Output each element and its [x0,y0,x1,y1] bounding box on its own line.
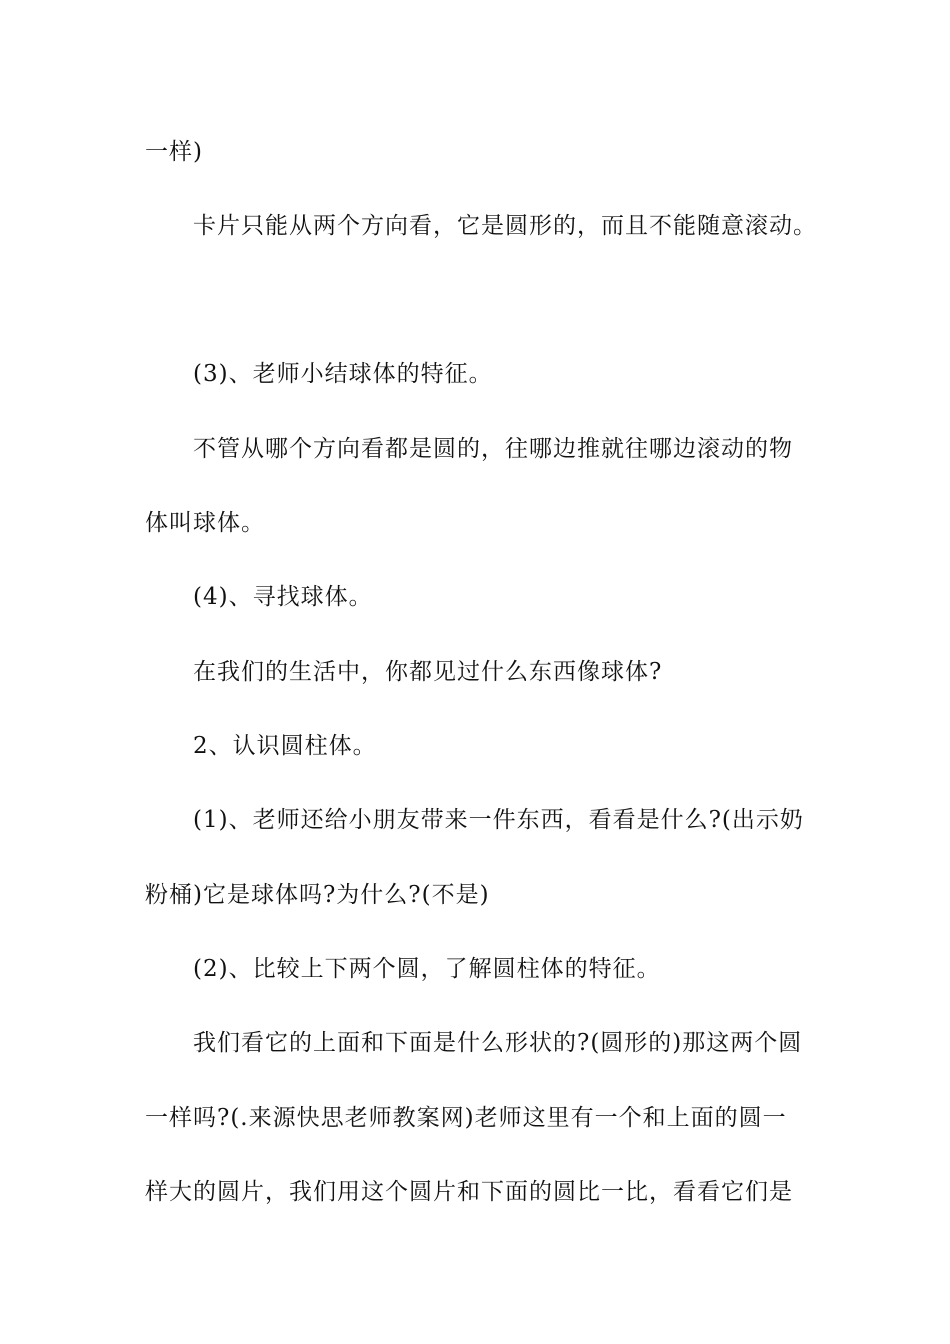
text-line-continuation: 一样) [145,139,203,165]
paragraph-compare-circles-cont-1: 一样吗?(.来源快思老师教案网)老师这里有一个和上面的圆一 [145,1105,787,1131]
heading-step-3: (3)、老师小结球体的特征。 [193,361,493,387]
paragraph-question-life: 在我们的生活中，你都见过什么东西像球体? [193,659,663,685]
paragraph-compare-circles: 我们看它的上面和下面是什么形状的?(圆形的)那这两个圆 [193,1030,803,1056]
paragraph-step-1-cont: 粉桶)它是球体吗?为什么?(不是) [145,882,490,908]
heading-step-4: (4)、寻找球体。 [193,584,373,610]
paragraph-sphere-definition: 不管从哪个方向看都是圆的，往哪边推就往哪边滚动的物 [193,436,793,462]
heading-step-2: (2)、比较上下两个圆，了解圆柱体的特征。 [193,956,661,982]
section-heading-cylinder: 2、认识圆柱体。 [193,733,377,759]
paragraph-compare-circles-cont-2: 样大的圆片，我们用这个圆片和下面的圆比一比，看看它们是 [145,1179,793,1205]
paragraph-sphere-definition-cont: 体叫球体。 [145,510,265,536]
heading-step-1: (1)、老师还给小朋友带来一件东西，看看是什么?(出示奶 [193,807,804,833]
paragraph-card-description: 卡片只能从两个方向看，它是圆形的，而且不能随意滚动。 [193,213,817,239]
